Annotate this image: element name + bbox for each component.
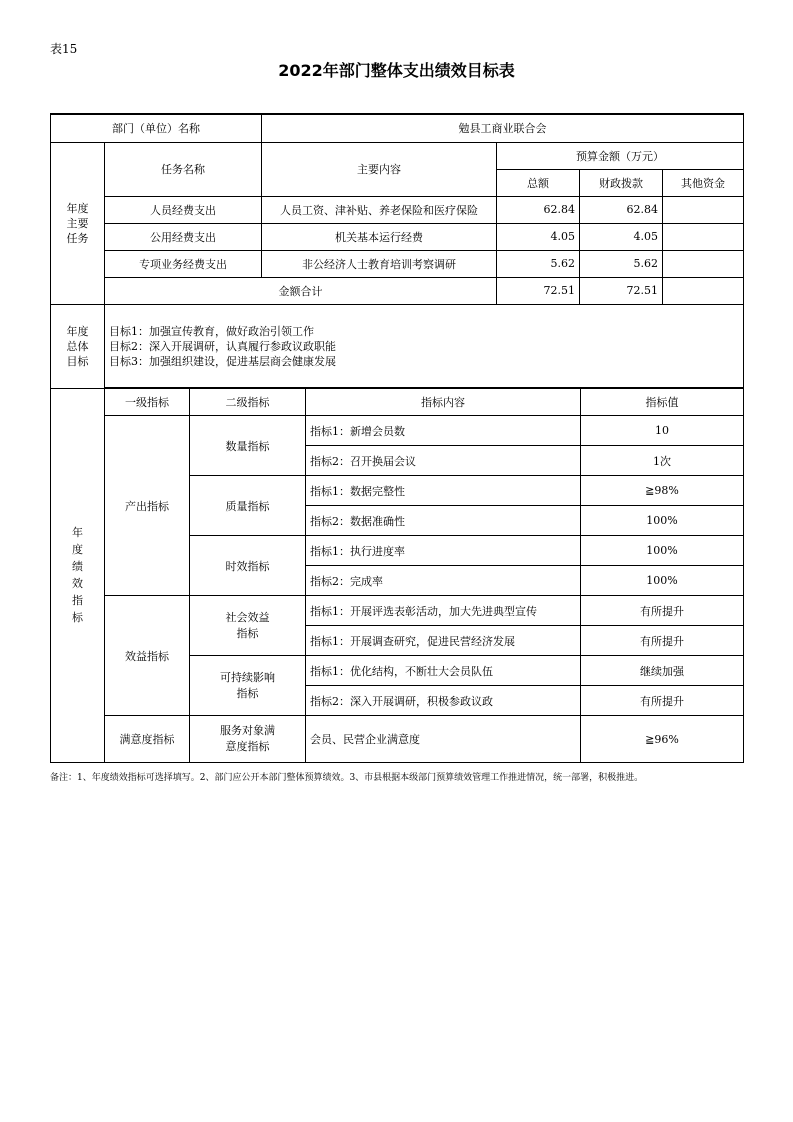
task-row xyxy=(51,223,744,250)
overall-goals-label: 年度总体目标 xyxy=(51,304,105,388)
indicator-header-row xyxy=(51,388,744,416)
indicator-content: 会员、民营企业满意度 xyxy=(306,716,581,763)
l2-quality: 质量指标 xyxy=(190,476,306,536)
col-indicator-value: 指标值 xyxy=(581,388,744,416)
l2-sustain: 可持续影响指标 xyxy=(190,656,306,716)
col-budget: 预算金额（万元） xyxy=(497,142,744,169)
dept-value: 勉县工商业联合会 xyxy=(262,114,744,142)
col-other: 其他资金 xyxy=(663,169,744,196)
indicator-content: 指标2：深入开展调研，积极参政议政 xyxy=(306,686,581,716)
l2-satisfaction: 服务对象满意度指标 xyxy=(190,716,306,763)
indicator-value: ≧98% xyxy=(581,476,744,506)
indicator-value: 有所提升 xyxy=(581,626,744,656)
task-content: 人员工资、津补贴、养老保险和医疗保险 xyxy=(262,196,497,223)
col-fiscal: 财政拨款 xyxy=(580,169,663,196)
indicator-value: 10 xyxy=(581,416,744,446)
task-total: 62.84 xyxy=(497,196,580,223)
task-fiscal: 4.05 xyxy=(580,223,663,250)
col-task-name: 任务名称 xyxy=(105,142,262,196)
col-total: 总额 xyxy=(497,169,580,196)
indicator-content: 指标2：数据准确性 xyxy=(306,506,581,536)
task-name: 人员经费支出 xyxy=(105,196,262,223)
goal-item: 目标1：加强宣传教育，做好政治引领工作 xyxy=(109,324,314,338)
col-main-content: 主要内容 xyxy=(262,142,497,196)
l2-quantity: 数量指标 xyxy=(190,416,306,476)
annual-tasks-label: 年度主要任务 xyxy=(51,142,105,304)
task-row xyxy=(51,250,744,277)
indicator-content: 指标1：执行进度率 xyxy=(306,536,581,566)
indicator-value: 100% xyxy=(581,566,744,596)
task-content: 机关基本运行经费 xyxy=(262,223,497,250)
l2-social: 社会效益指标 xyxy=(190,596,306,656)
dept-label: 部门（单位）名称 xyxy=(51,114,262,142)
budget-table xyxy=(50,113,744,389)
l1-satisfaction: 满意度指标 xyxy=(105,716,190,763)
footnote: 备注：1、年度绩效指标可选择填写。2、部门应公开本部门整体预算绩效。3、市县根据本级部门预算绩效管理工作推进情况，统一部署，积极推进。 xyxy=(50,773,644,783)
indicator-table xyxy=(50,387,744,763)
task-fiscal: 5.62 xyxy=(580,250,663,277)
sum-total: 72.51 xyxy=(497,277,580,304)
indicator-value: 100% xyxy=(581,506,744,536)
task-name: 专项业务经费支出 xyxy=(105,250,262,277)
task-fiscal: 62.84 xyxy=(580,196,663,223)
sum-fiscal: 72.51 xyxy=(580,277,663,304)
overall-goals-text xyxy=(105,304,744,388)
col-indicator-content: 指标内容 xyxy=(306,388,581,416)
task-total: 4.05 xyxy=(497,223,580,250)
task-row xyxy=(51,196,744,223)
goals-row xyxy=(51,304,744,388)
task-other xyxy=(663,196,744,223)
task-name: 公用经费支出 xyxy=(105,223,262,250)
goal-item: 目标3：加强组织建设，促进基层商会健康发展 xyxy=(109,354,336,368)
sum-label: 金额合计 xyxy=(105,277,497,304)
indicator-content: 指标2：完成率 xyxy=(306,566,581,596)
l1-output: 产出指标 xyxy=(105,416,190,596)
task-other xyxy=(663,250,744,277)
indicator-value: 有所提升 xyxy=(581,686,744,716)
task-header-row xyxy=(51,142,744,169)
task-total: 5.62 xyxy=(497,250,580,277)
indicator-content: 指标2：召开换届会议 xyxy=(306,446,581,476)
indicator-content: 指标1：数据完整性 xyxy=(306,476,581,506)
l2-time: 时效指标 xyxy=(190,536,306,596)
table-number: 表15 xyxy=(50,42,78,56)
indicator-value: 1次 xyxy=(581,446,744,476)
indicator-row xyxy=(51,596,744,626)
dept-row xyxy=(51,114,744,142)
indicator-value: 继续加强 xyxy=(581,656,744,686)
task-sum-row xyxy=(51,277,744,304)
goal-item: 目标2：深入开展调研，认真履行参政议政职能 xyxy=(109,339,336,353)
l1-benefit: 效益指标 xyxy=(105,596,190,716)
page-title: 2022年部门整体支出绩效目标表 xyxy=(278,61,515,80)
indicator-row xyxy=(51,716,744,763)
indicator-content: 指标1：开展调查研究，促进民营经济发展 xyxy=(306,626,581,656)
indicator-content: 指标1：开展评选表彰活动，加大先进典型宣传 xyxy=(306,596,581,626)
col-level2: 二级指标 xyxy=(190,388,306,416)
task-other xyxy=(663,223,744,250)
col-level1: 一级指标 xyxy=(105,388,190,416)
indicators-label: 年度绩效指标 xyxy=(51,388,105,763)
indicator-value: 100% xyxy=(581,536,744,566)
task-content: 非公经济人士教育培训考察调研 xyxy=(262,250,497,277)
indicator-row xyxy=(51,416,744,446)
sum-other xyxy=(663,277,744,304)
indicator-content: 指标1：优化结构，不断壮大会员队伍 xyxy=(306,656,581,686)
indicator-value: ≧96% xyxy=(581,716,744,763)
indicator-value: 有所提升 xyxy=(581,596,744,626)
indicator-content: 指标1：新增会员数 xyxy=(306,416,581,446)
